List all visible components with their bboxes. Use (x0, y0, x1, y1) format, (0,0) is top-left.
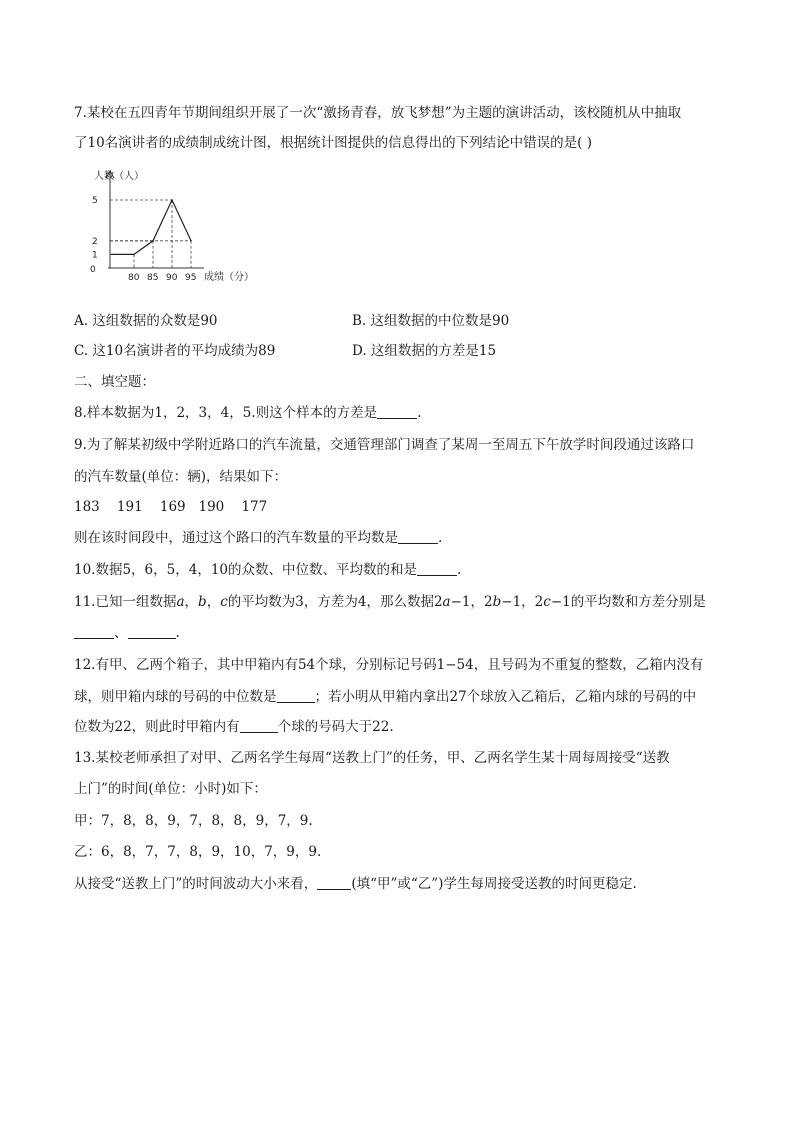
score-line-chart (84, 166, 284, 290)
q12-line-1: 12.有甲、乙两个箱子，其中甲箱内有54个球，分别标记号码1−54，且号码为不重复的整数，乙箱内没有 (74, 657, 704, 673)
q11-blank-mean[interactable] (74, 624, 114, 639)
y-tick-label: 1 (92, 250, 98, 261)
y-axis-label: 人数（人） (94, 171, 144, 182)
data-point (190, 240, 192, 242)
data-point (133, 254, 135, 256)
series-line (111, 200, 191, 254)
x-tick-label: 85 (147, 273, 159, 283)
y-tick-label: 2 (92, 236, 98, 247)
q11-sep: 、 (114, 625, 128, 641)
q9-text: 则在该时间段中，通过这个路口的汽车数量的平均数是 (74, 530, 398, 546)
option-c[interactable]: C. 这10名演讲者的平均成绩为89 (74, 343, 276, 359)
q13-text-b: (填“甲”或“乙”)学生每周接受送教的时间更稳定. (351, 876, 637, 892)
x-tick-label: 80 (128, 273, 140, 283)
q8-answer-blank[interactable] (377, 404, 417, 419)
option-a[interactable]: A. 这组数据的众数是90 (74, 313, 218, 329)
expr-b: b (492, 594, 502, 610)
q11-end: . (175, 625, 180, 641)
q13-line-5 (74, 875, 637, 893)
q12-text-c: 位数为22，则此时甲箱内有 (74, 719, 240, 735)
q11-post: −1的平均数和方差分别是 (550, 594, 706, 610)
q9-answer-blank[interactable] (398, 529, 438, 544)
q12-blank-median[interactable] (277, 688, 315, 703)
q11-line-2 (74, 624, 180, 642)
q12-text-a: 球，则甲箱内球的号码的中位数是 (74, 689, 277, 705)
var-c: c (220, 594, 228, 610)
q12-text-d: 个球的号码大于22. (277, 719, 394, 735)
q13-jia-data: 甲：7，8，8，9，7，8，8，9，7，9. (74, 813, 313, 829)
q11-m2: −1，2 (450, 594, 493, 610)
q10-end: . (457, 562, 462, 578)
expr-c: c (543, 594, 551, 610)
q11-sep2: ， (206, 594, 221, 610)
q13-text-a: 从接受“送教上门”的时间波动大小来看， (74, 876, 318, 892)
q8-text: 8.样本数据为1，2，3，4，5.则这个样本的方差是 (74, 405, 378, 421)
x-axis-label: 成绩（分） (204, 272, 254, 283)
q12-text-b: ；若小明从甲箱内拿出27个球放入乙箱后，乙箱内球的号码的中 (314, 689, 697, 705)
x-tick-label: 95 (185, 273, 197, 283)
q9-data: 183 191 169 190 177 (74, 499, 268, 515)
data-point (171, 199, 173, 201)
x-tick-label: 90 (166, 273, 178, 283)
q9-end: . (438, 530, 443, 546)
q11-line-1 (74, 593, 706, 611)
option-d[interactable]: D. 这组数据的方差是15 (352, 343, 497, 359)
q11-sep1: ， (184, 594, 199, 610)
data-point (152, 240, 154, 242)
q11-mid: 的平均数为3，方差为4，那么数据2 (227, 594, 443, 610)
option-b[interactable]: B. 这组数据的中位数是90 (352, 313, 510, 329)
q12-line-2 (74, 688, 696, 706)
q13-line-2: 上门”的时间(单位：小时)如下： (74, 781, 267, 797)
q11-m3: −1，2 (501, 594, 544, 610)
var-a: a (176, 594, 185, 610)
q7-line-1: 7.某校在五四青年节期间组织开展了一次“激扬青春，放飞梦想”为主题的演讲活动，该校随机从中抽取 (74, 105, 682, 121)
q10-line (74, 561, 461, 579)
q11-pre: 11.已知一组数据 (74, 594, 177, 610)
q8-end: . (417, 405, 422, 421)
origin-label: 0 (90, 265, 96, 275)
q13-line-1: 13.某校老师承担了对甲、乙两名学生每周“送教上门”的任务，甲、乙两名学生某十周每周接受“送教 (74, 750, 670, 766)
q12-blank-count[interactable] (240, 718, 278, 733)
q9-line-4 (74, 529, 442, 547)
q10-answer-blank[interactable] (417, 561, 457, 576)
q8-line (74, 404, 421, 422)
y-tick-label: 5 (92, 196, 98, 206)
q9-line-2: 的汽车数量(单位：辆)，结果如下： (74, 469, 288, 485)
q11-blank-variance[interactable] (128, 624, 176, 639)
q7-line-2: 了10名演讲者的成绩制成统计图，根据统计图提供的信息得出的下列结论中错误的是( ) (74, 135, 593, 151)
var-b: b (198, 594, 207, 610)
q12-line-3 (74, 718, 394, 736)
expr-a: a (442, 594, 451, 610)
q13-answer-blank[interactable] (317, 875, 351, 890)
q10-text: 10.数据5，6，5，4，10的众数、中位数、平均数的和是 (74, 562, 418, 578)
q9-line-1: 9.为了解某初级中学附近路口的汽车流量，交通管理部门调查了某周一至周五下午放学时间段通过该路口 (74, 437, 695, 453)
q13-yi-data: 乙：6，8，7，7，8，9，10，7，9，9. (74, 844, 322, 860)
section-heading: 二、填空题： (74, 374, 155, 390)
